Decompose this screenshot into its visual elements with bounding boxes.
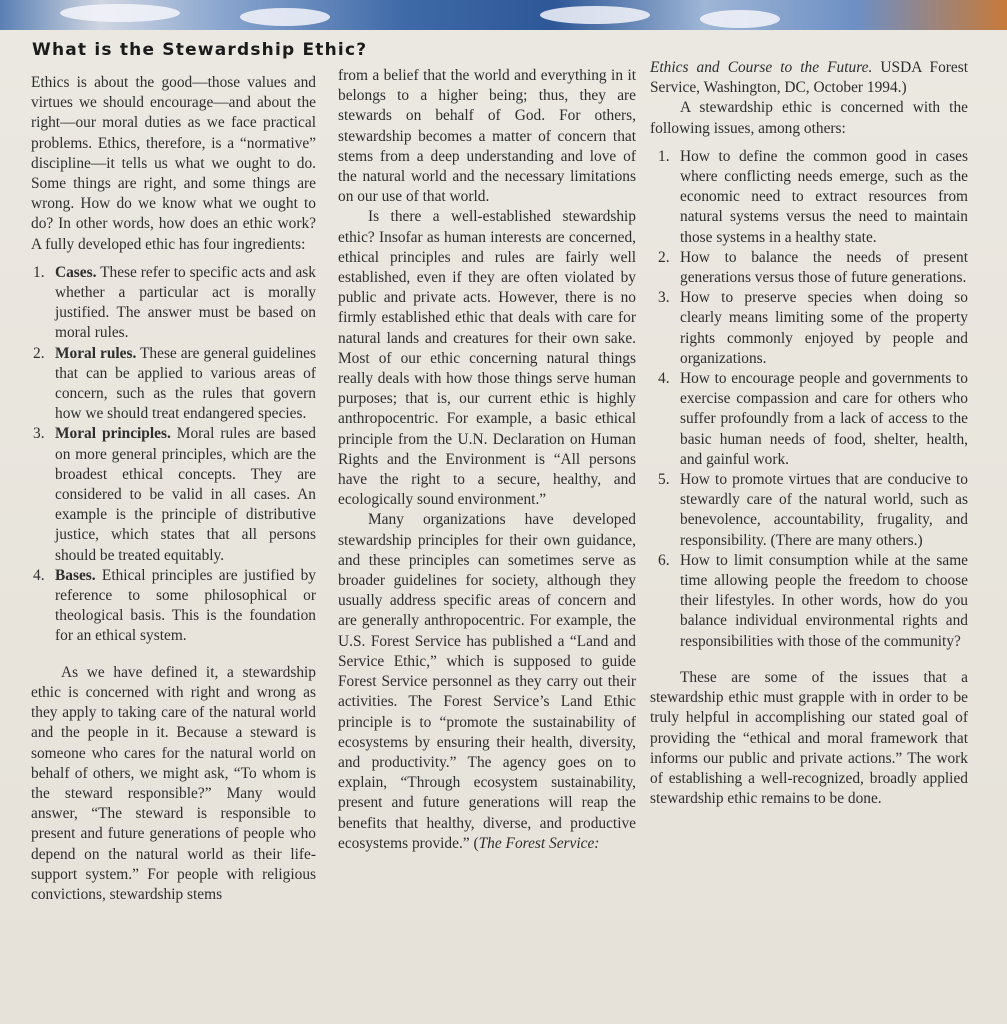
list-item: 4. How to encourage people and governments to exercise compassion and care for others who suffer profoundly from a lack of access to the basic human needs of food, shelter, health, and gainful work. xyxy=(658,370,968,468)
column-2 xyxy=(338,66,636,854)
list-item: 3. How to preserve species when doing so clearly means limiting some of the property rights commonly enjoyed by people and organizations. xyxy=(658,289,968,367)
list-item: 2. How to balance the needs of present generations versus those of future generations. xyxy=(658,248,968,287)
header-photo-strip xyxy=(0,0,1007,30)
citation-title: The Forest Service: xyxy=(478,834,600,852)
list-item: 5. How to promote virtues that are conducive to stewardly care of the natural world, such as benevolence, accountability, frugality, and responsibility. (There are many others.) xyxy=(658,471,968,549)
page-title: What is the Stewardship Ethic? xyxy=(32,40,368,60)
closing-paragraph: These are some of the issues that a stewardship ethic must grapple with in order to be truly helpful in accomplishing our stated goal of providing the “ethical and moral framework that informs our public and private actions.” The work of establishing a well-recognized, broadly applied stewardship ethic remains to be done. xyxy=(650,668,968,808)
body-paragraph: Is there a well-established stewardship ethic? Insofar as human interests are concerned, ethical principles and rules are fairly well established, even if they are often violated by public and private acts. However, there is no firmly established ethic that deals with care for natural lands and creatures for their own sake. Most of our ethic concerning natural things really deals with how those things serve human purposes; that is, our current ethic is highly anthropocentric. For example, a basic ethical principle from the U.N. Declaration on Human Rights and the Environment is “All persons have the right to a secure, healthy, and ecologically sound environment.” xyxy=(338,208,636,509)
body-paragraph: from a belief that the world and everything in it belongs to a higher being; thus, they are stewards on behalf of God. For others, stewardship becomes a matter of concern that stems from a deep understanding and love of the natural world and the necessary limitations on our use of that world. xyxy=(338,67,636,206)
citation-continued: Ethics and Course to the Future. USDA Forest Service, Washington, DC, October 1994.) xyxy=(650,59,969,97)
list-item: 6. How to limit consumption while at the same time allowing people the freedom to choose their lifestyles. In other words, how do you balance individual environmental rights and responsibilities with those of the community? xyxy=(658,551,968,650)
intro-paragraph: Ethics is about the good—those values and virtues we should encourage—and about the right—our moral duties as we face practical problems. Ethics, therefore, is a “normative” discipline—it tells us what we ought to do. Some things are right, and some things are wrong. How do we know what we ought to do? In other words, how does an ethic work? A fully developed ethic has four ingredients: xyxy=(31,74,316,253)
list-item: 1. Cases. These refer to specific acts and ask whether a particular act is morally justified. The answer must be based on moral rules. xyxy=(33,263,316,342)
list-item: 2. Moral rules. These are general guidelines that can be applied to various areas of concern, such as the rules that govern how we should treat endangered species. xyxy=(33,344,316,423)
column-3 xyxy=(650,58,968,809)
list-item: 3. Moral principles. Moral rules are based on more general principles, which are the broadest ethical concepts. They are considered to be valid in all cases. An example is the principle of distributive justice, which states that all persons should be treated equitably. xyxy=(33,425,317,564)
body-paragraph: A stewardship ethic is concerned with the following issues, among others: xyxy=(650,99,968,137)
issues-list xyxy=(650,147,968,652)
body-paragraph: Many organizations have developed stewardship principles for their own guidance, and these principles can sometimes serve as broader guidelines for society, although they usually address specific areas of concern and are generally anthropocentric. For example, the U.S. Forest Service has published a “Land and Service Ethic,” which is supposed to guide Forest Service personnel as they carry out their activities. The Forest Service’s Land Ethic principle is to “promote the sustainability of ecosystems by ensuring their health, diversity, and productivity.” The agency goes on to explain, “Through ecosystem sustainability, present and future generations will reap the benefits that healthy, diverse, and productive ecosystems provide.” (The Forest Service: xyxy=(338,511,636,852)
ingredients-list xyxy=(31,263,316,647)
column-1 xyxy=(31,73,316,905)
body-paragraph: As we have defined it, a stewardship ethic is concerned with right and wrong as they apply to taking care of the natural world and the people in it. Because a steward is someone who cares for the natural world on behalf of others, we might ask, “To whom is the steward responsible?” Many would answer, “The steward is responsible to present and future generations of people who depend on the natural world as their life-support system.” For people with religious convictions, stewardship stems xyxy=(31,663,316,903)
list-item: 1. How to define the common good in cases where conflicting needs emerge, such as the economic need to extract resources from natural systems versus the need to maintain those systems in a healthy state. xyxy=(658,147,968,246)
list-item: 4. Bases. Ethical principles are justified by reference to some philosophical or theological basis. This is the foundation for an ethical system. xyxy=(33,566,316,645)
